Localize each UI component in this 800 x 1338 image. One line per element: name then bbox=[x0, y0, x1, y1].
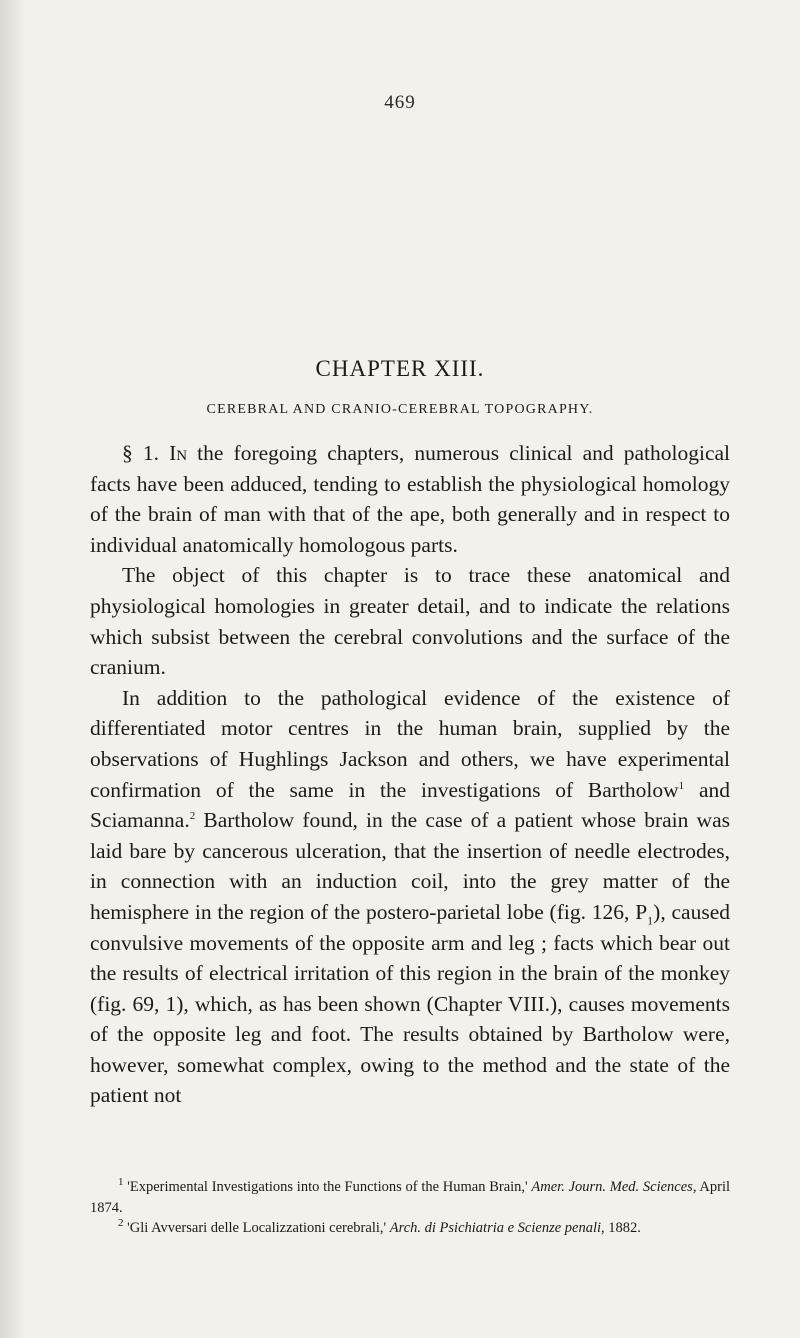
page-number: 469 bbox=[384, 92, 416, 113]
paragraph-3-part-b: and Sciamanna. bbox=[90, 777, 730, 833]
footnotes bbox=[90, 1177, 730, 1239]
footnote-1-text: 'Experimental Investigations into the Functions of the Human Brain,' bbox=[123, 1179, 532, 1195]
footnote-2 bbox=[90, 1218, 730, 1239]
footnote-1-marker: 1 bbox=[118, 1176, 124, 1189]
footnote-2-date: 1882. bbox=[604, 1220, 641, 1236]
footnote-2-text: 'Gli Avversari delle Localizzationi cerebrali,' bbox=[123, 1220, 390, 1236]
paragraph-1-text: the foregoing chapters, numerous clinical and pathological facts have been adduced, tending to establish the physiological homology of the brain of man with that of the ape, both generally and in respect to individual anatomically homologous parts. bbox=[90, 441, 731, 557]
subscript-p1: 1 bbox=[647, 913, 654, 928]
footnote-1-date: April 1874. bbox=[90, 1179, 731, 1216]
paragraph-3-part-a: In addition to the pathological evidence of the existence of differentiated motor centres in the human brain, supplied by the observations of Hughlings Jackson and others, we have experimental confirmation of the same in the investigations of Bartholow bbox=[90, 685, 730, 802]
footnote-2-source: Arch. di Psichiatria e Scienze penali, bbox=[389, 1220, 605, 1236]
footnote-ref-2: 2 bbox=[189, 809, 196, 822]
paragraph-3-part-d: ), caused convulsive movements of the opposite arm and leg ; facts which bear out the results of electrical irritation of this region in the brain of the monkey (fig. 69, 1), which, as has been shown (Chapter VIII.), causes movements of the opposite leg and foot. The results obtained by Bartholow were, however, somewhat complex, owing to the method and the state of the patient not bbox=[90, 899, 731, 1108]
chapter-title: CHAPTER XIII. bbox=[315, 356, 485, 381]
paragraph-3-part-c: Bartholow found, in the case of a patient whose brain was laid bare by cancerous ulceration, that the insertion of needle electrodes, in connection with an induction coil, into the grey matter of the hemisphere in the region of the postero-parietal lobe (fig. 126, P bbox=[90, 808, 730, 924]
footnote-1 bbox=[90, 1177, 730, 1218]
paragraph-3 bbox=[90, 683, 730, 1111]
chapter-subtitle: CEREBRAL AND CRANIO-CEREBRAL TOPOGRAPHY. bbox=[206, 402, 594, 417]
footnote-ref-1: 1 bbox=[678, 779, 685, 792]
paragraph-1 bbox=[90, 438, 730, 560]
body-text bbox=[90, 438, 730, 1111]
page-binding-shadow bbox=[0, 0, 26, 1338]
paragraph-2: The object of this chapter is to trace these anatomical and physiological homologies in greater detail, and to indicate the relations which subsist between the cerebral convolutions and the surface of the cranium. bbox=[90, 563, 730, 680]
footnote-2-marker: 2 bbox=[118, 1217, 124, 1230]
footnote-1-source: Amer. Journ. Med. Sciences, bbox=[531, 1179, 697, 1195]
section-lead: § 1. In bbox=[122, 441, 188, 465]
